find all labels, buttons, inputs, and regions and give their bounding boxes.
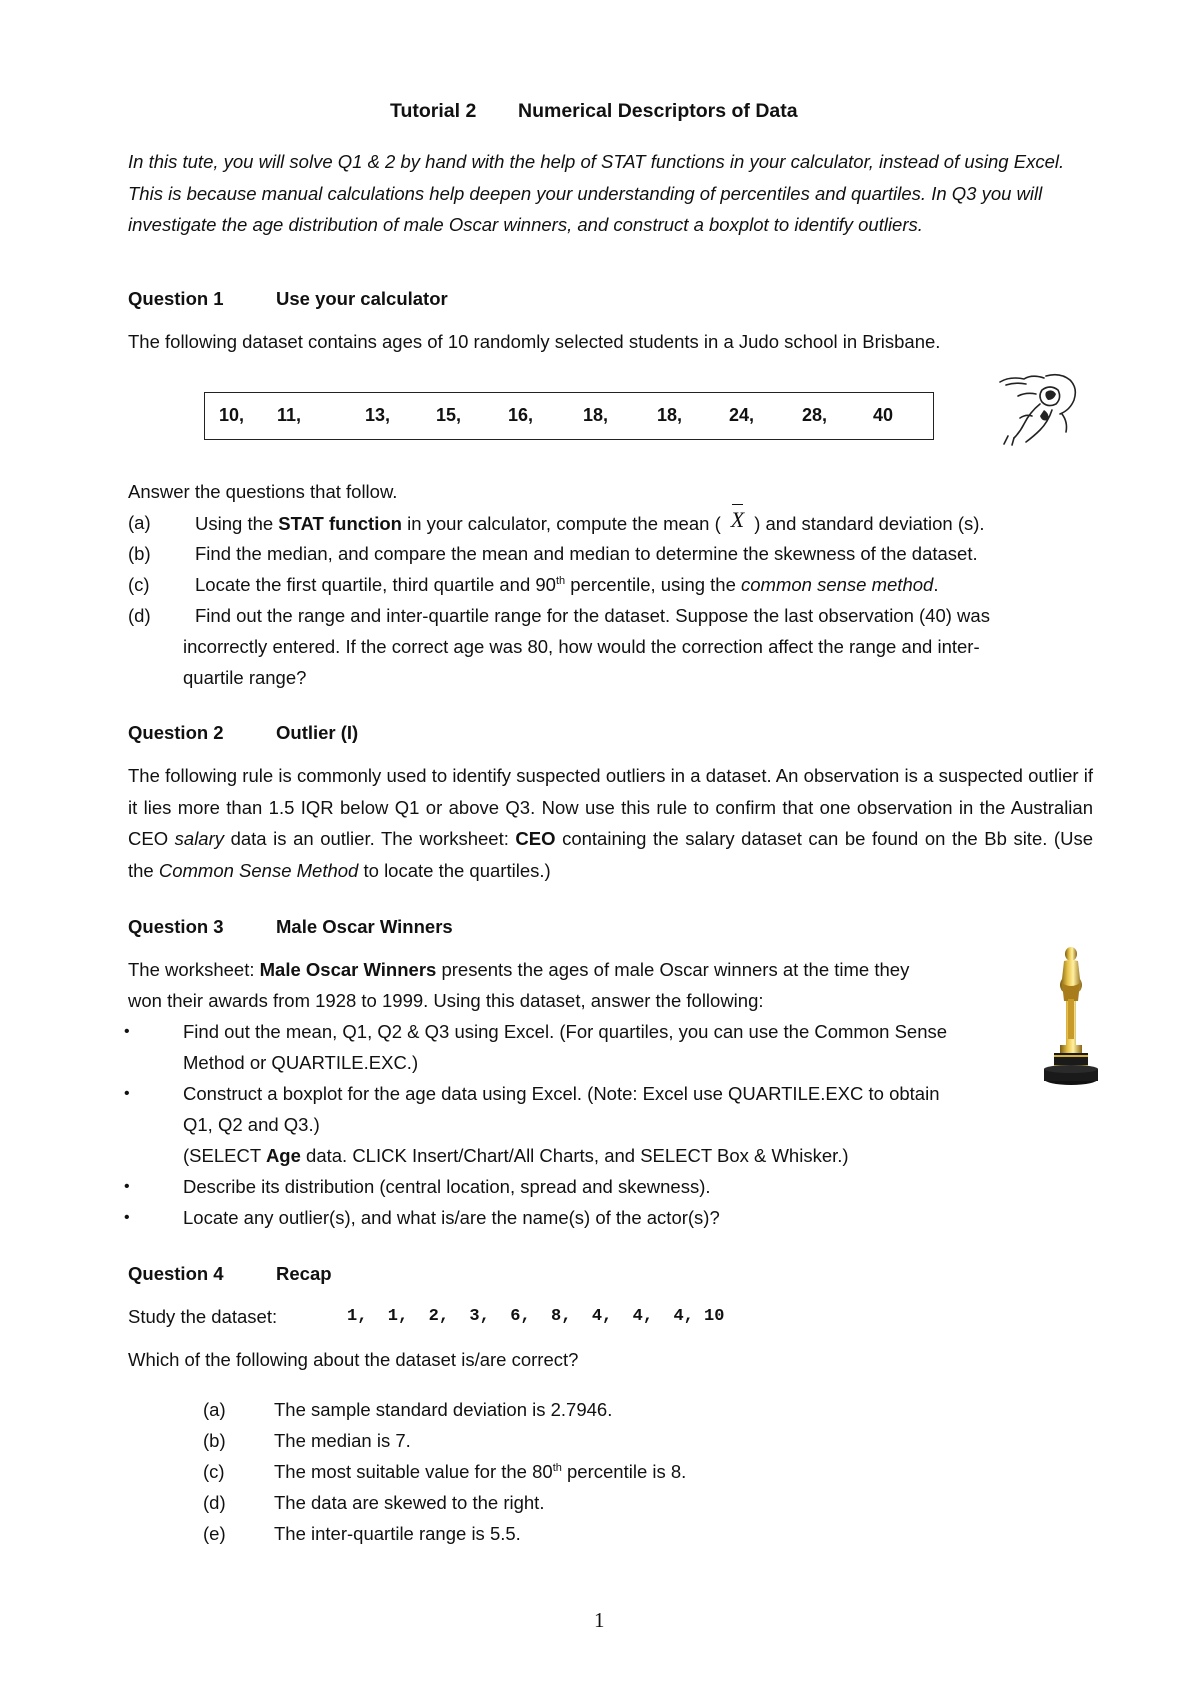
q3-b2-post: data. CLICK Insert/Chart/All Charts, and SELECT Box & Whisker.) xyxy=(300,1145,849,1166)
q3-bullet1-line2: Method or QUARTILE.EXC.) xyxy=(183,1052,419,1073)
q2-italic2: Common Sense Method xyxy=(158,859,359,881)
bullet-icon: • xyxy=(124,1178,130,1195)
q4-dataset: 1, 1, 2, 3, 6, 8, 4, 4, 4, 10 xyxy=(347,1307,725,1326)
q4-question: Which of the following about the dataset is/are correct? xyxy=(128,1349,579,1370)
q2-label: Question 2 xyxy=(128,722,224,743)
q3-bullet4: Locate any outlier(s), and what is/are the name(s) of the actor(s)? xyxy=(183,1207,720,1228)
q3-b2-pre: (SELECT xyxy=(183,1145,266,1166)
data-value: 18, xyxy=(583,405,609,425)
tutorial-label: Tutorial 2 xyxy=(390,100,477,122)
data-value: 28, xyxy=(802,405,828,425)
data-value: 24, xyxy=(729,405,755,425)
q4c-pre: The most suitable value for the 80 xyxy=(274,1461,553,1482)
q4-label: Question 4 xyxy=(128,1263,224,1284)
bullet-icon: • xyxy=(124,1085,130,1102)
q1d-label: (d) xyxy=(128,605,151,626)
q4d-label: (d) xyxy=(203,1492,226,1513)
q4a-label: (a) xyxy=(203,1399,226,1420)
q1-label: Question 1 xyxy=(128,288,224,309)
q3-bullet2-line2: Q1, Q2 and Q3.) xyxy=(183,1114,320,1135)
q2-italic: salary xyxy=(174,828,225,849)
q4b-label: (b) xyxy=(203,1430,226,1451)
q4d-text: The data are skewed to the right. xyxy=(274,1492,545,1513)
data-value: 16, xyxy=(508,405,534,425)
page-number: 1 xyxy=(594,1608,605,1632)
q2-text-mid: data is an outlier. The worksheet: xyxy=(224,828,516,849)
q3-bullet2-line1: Construct a boxplot for the age data using Excel. (Note: Excel use QUARTILE.EXC to obtain xyxy=(183,1083,940,1104)
q1-data-box xyxy=(204,392,934,440)
q1-answer-intro: Answer the questions that follow. xyxy=(128,481,398,502)
data-value: 10, xyxy=(219,405,245,425)
q2-text: The following rule is commonly used to identify suspected outliers in a dataset. An observation is a suspected outlier if it lies more than 1.5 IQR below Q1 or above Q3. Now use this rule to confirm that one observation in the Australian CEO xyxy=(128,765,1093,849)
q1a-pre: Using the xyxy=(195,513,279,534)
q4c-post: percentile is 8. xyxy=(561,1461,687,1482)
q1a-bold: STAT function xyxy=(278,513,402,534)
q3-bullet3: Describe its distribution (central location, spread and skewness). xyxy=(183,1176,711,1197)
q3-b2-bold: Age xyxy=(265,1145,301,1166)
q1c-italic: common sense method xyxy=(741,574,934,595)
q3-label: Question 3 xyxy=(128,916,224,937)
q3-bullet2-line3 xyxy=(183,1140,849,1171)
data-value: 11, xyxy=(277,405,302,425)
q1a-mid: in your calculator, compute the mean ( xyxy=(401,513,721,534)
bullet-icon: • xyxy=(124,1023,130,1040)
q4e-label: (e) xyxy=(203,1523,226,1544)
q4b-text: The median is 7. xyxy=(274,1430,411,1451)
q1c-mid: percentile, using the xyxy=(565,574,742,595)
q2-paragraph xyxy=(128,760,1093,886)
page-title: Numerical Descriptors of Data xyxy=(518,100,798,122)
q3-intro-bold: Male Oscar Winners xyxy=(259,959,437,980)
q4c-text xyxy=(274,1456,686,1487)
q2-text-end: to locate the quartiles.) xyxy=(358,859,551,881)
q4c-sup: th xyxy=(552,1461,562,1474)
q1d-line2: incorrectly entered. If the correct age was 80, how would the correction affect the range and inter- xyxy=(183,636,980,657)
q4-study-label: Study the dataset: xyxy=(128,1306,278,1327)
q1c-sup: th xyxy=(555,574,566,587)
x-bar-symbol: X xyxy=(731,504,744,535)
q4c-label: (c) xyxy=(203,1461,225,1482)
intro-paragraph: In this tute, you will solve Q1 & 2 by hand with the help of STAT functions in your calculator, instead of using Excel. This is because manual calculations help deepen your understanding of percentiles and quartiles. In Q3 you will investigate the age distribution of male Oscar winners, and construct a boxplot to identify outliers. xyxy=(128,151,1065,235)
q4-title: Recap xyxy=(276,1263,332,1284)
data-value: 15, xyxy=(436,405,462,425)
q1c-post: . xyxy=(933,574,939,595)
data-value: 18, xyxy=(657,405,683,425)
q1b-text: Find the median, and compare the mean and median to determine the skewness of the dataset. xyxy=(195,543,978,564)
q1d-line3: quartile range? xyxy=(183,667,307,688)
q1a-post: ) and standard deviation (s). xyxy=(754,513,985,534)
q1c-label: (c) xyxy=(128,574,150,595)
q1-description: The following dataset contains ages of 10 randomly selected students in a Judo school in Brisbane. xyxy=(128,331,941,352)
q3-intro-post: presents the ages of male Oscar winners at the time they xyxy=(436,959,910,980)
oscar-statuette-image xyxy=(1040,945,1102,1097)
q1d-line1: Find out the range and inter-quartile range for the dataset. Suppose the last observation (40) was xyxy=(195,605,990,626)
q3-title: Male Oscar Winners xyxy=(276,916,453,937)
q4a-text: The sample standard deviation is 2.7946. xyxy=(274,1399,613,1420)
q4e-text: The inter-quartile range is 5.5. xyxy=(274,1523,521,1544)
q2-title: Outlier (I) xyxy=(276,722,359,743)
q3-intro-line1 xyxy=(128,954,909,985)
bullet-icon: • xyxy=(124,1209,130,1226)
q3-intro-pre: The worksheet: xyxy=(128,959,260,980)
judo-illustration xyxy=(996,370,1086,446)
q1-title: Use your calculator xyxy=(276,288,448,309)
q3-bullet1-line1: Find out the mean, Q1, Q2 & Q3 using Excel. (For quartiles, you can use the Common Sense xyxy=(183,1021,948,1042)
data-value: 13, xyxy=(365,405,391,425)
q1c-text xyxy=(195,569,938,600)
q2-text-mid2: containing the salary dataset can be found on the Bb site. (Use the xyxy=(128,828,1093,881)
q1c-pre: Locate the first quartile, third quartile and 90 xyxy=(195,574,556,595)
q1a-text xyxy=(195,507,985,539)
q1b-label: (b) xyxy=(128,543,151,564)
q3-intro-line2: won their awards from 1928 to 1999. Using this dataset, answer the following: xyxy=(128,990,764,1011)
q1a-label: (a) xyxy=(128,512,151,533)
data-value: 40 xyxy=(873,405,894,425)
q2-bold: CEO xyxy=(515,828,556,849)
